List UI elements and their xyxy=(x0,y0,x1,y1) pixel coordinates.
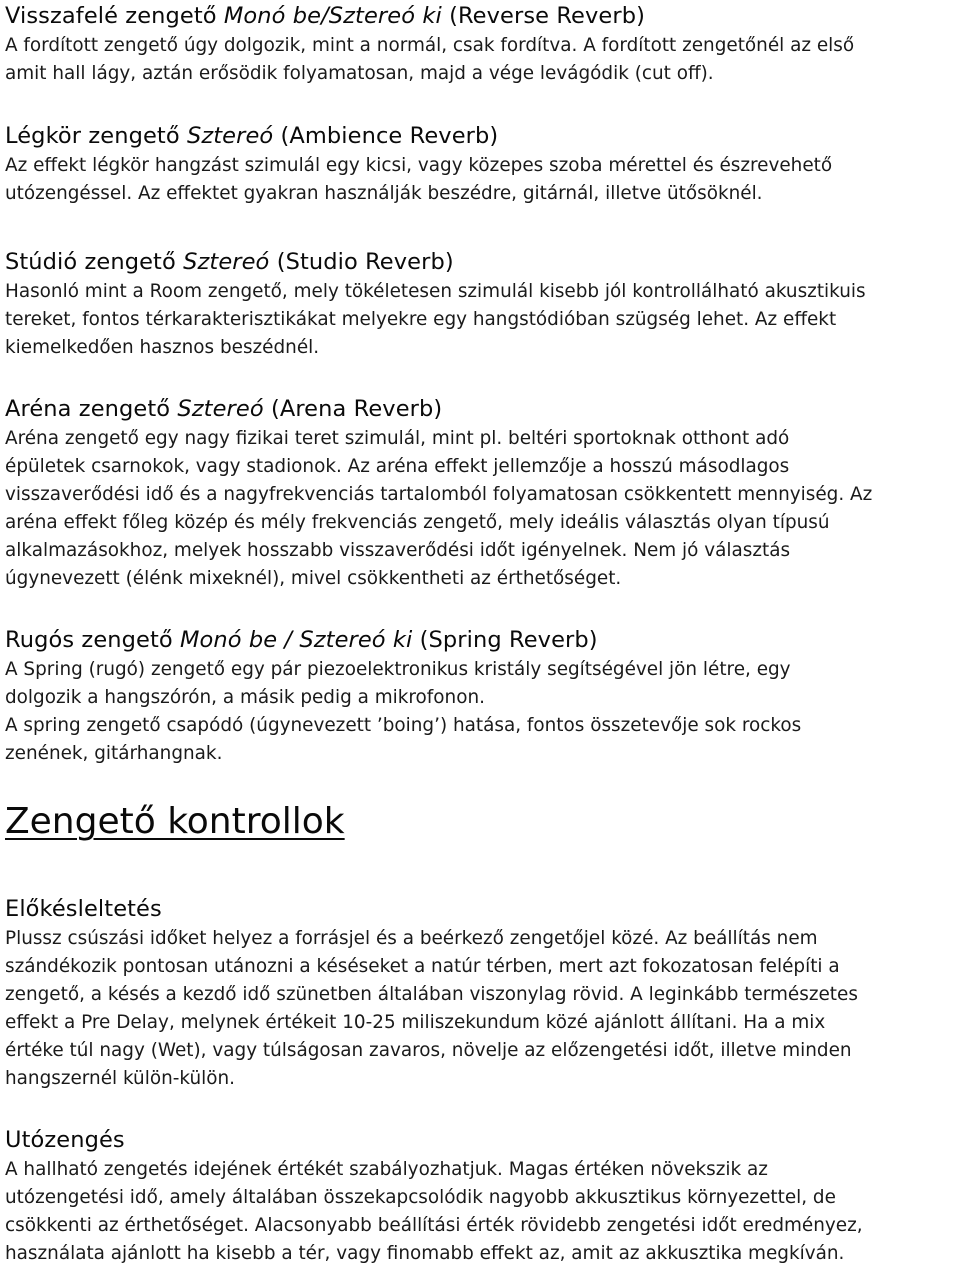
body-line: A Spring (rugó) zengető egy pár piezoelektronikus kristály segítségével jön létre, egy xyxy=(5,659,791,680)
body-line: Hasonló mint a Room zengető, mely tökéletesen szimulál kisebb jól kontrollálható akusztikuis xyxy=(5,281,866,302)
body-line: hangszernél külön-külön. xyxy=(5,1068,235,1089)
body-line: Plussz csúszási időket helyez a forrásjel és a beérkező zengetőjel közé. Az beállítás nem xyxy=(5,928,818,949)
body-line: szándékozik pontosan utánozni a késéseket a natúr térben, mert azt fokozatosan felépíti a xyxy=(5,956,840,977)
section-reverse-reverb xyxy=(5,0,952,88)
body-line: kiemelkedően hasznos beszédnél. xyxy=(5,337,320,358)
body-line: Az effekt légkör hangzást szimulál egy kicsi, vagy közepes szoba mérettel és észrevehető xyxy=(5,155,833,176)
section-arena-reverb xyxy=(5,393,952,593)
heading-title: Visszafelé zengető xyxy=(5,3,224,29)
heading-mode: Monó be/Sztereó ki xyxy=(223,3,442,29)
body-line: effekt a Pre Delay, melynek értékeit 10-25 miliszekundum közé ajánlott állítani. Ha a mix xyxy=(5,1012,826,1033)
body-line: úgynevezett (élénk mixeknél), mivel csökkentheti az érthetőséget. xyxy=(5,568,622,589)
section-spring-reverb xyxy=(5,624,952,768)
heading-mode: Monó be / Sztereó ki xyxy=(179,627,413,653)
body-line: utózengéssel. Az effektet gyakran használják beszédre, gitárnál, illetve ütősöknél. xyxy=(5,183,763,204)
heading-mode: Sztereó xyxy=(177,396,264,422)
heading-suffix: (Arena Reverb) xyxy=(263,396,443,422)
body-line: A fordított zengető úgy dolgozik, mint a normál, csak fordítva. A fordított zengetőnél az első xyxy=(5,35,855,56)
body-line: zengető, a késés a kezdő idő szünetben általában viszonylag rövid. A leginkább természetes xyxy=(5,984,858,1005)
body-line: épületek csarnokok, vagy stadionok. Az aréna effekt jellemzője a hosszú másodlagos xyxy=(5,456,790,477)
body-line: zenének, gitárhangnak. xyxy=(5,743,223,764)
section-heading xyxy=(5,624,952,656)
heading-suffix: (Studio Reverb) xyxy=(269,249,454,275)
section-ambience-reverb xyxy=(5,120,952,208)
body-line: Aréna zengető egy nagy fizikai teret szimulál, mint pl. beltéri sportoknak otthont adó xyxy=(5,428,790,449)
heading-suffix: (Ambience Reverb) xyxy=(273,123,499,149)
control-heading: Előkésleltetés xyxy=(5,896,162,922)
body-line: aréna effekt főleg közép és mély frekvenciás zengető, mely ideális választás olyan típusú xyxy=(5,512,830,533)
section-heading xyxy=(5,246,952,278)
heading-mode: Sztereó xyxy=(186,123,274,149)
section-studio-reverb xyxy=(5,246,952,362)
section-heading xyxy=(5,0,952,32)
section-heading xyxy=(5,393,952,425)
heading-suffix: (Reverse Reverb) xyxy=(441,3,645,29)
body-line: A spring zengető csapódó (úgynevezett ’boing’) hatása, fontos összetevője sok rockos xyxy=(5,715,802,736)
heading-title: Légkör zengető xyxy=(5,123,187,149)
body-line: A hallható zengetés idejének értékét szabályozhatjuk. Magas értéken növekszik az xyxy=(5,1159,768,1180)
control-heading: Utózengés xyxy=(5,1127,125,1153)
heading-suffix: (Spring Reverb) xyxy=(412,627,598,653)
body-line: amit hall lágy, aztán erősödik folyamatosan, majd a vége levágódik (cut off). xyxy=(5,63,714,84)
body-line: dolgozik a hangszórón, a másik pedig a mikrofonon. xyxy=(5,687,485,708)
section-heading xyxy=(5,120,952,152)
body-line: használata ajánlott ha kisebb a tér, vagy finomabb effekt az, amit az akkusztika megkíván. xyxy=(5,1243,845,1264)
heading-title: Stúdió zengető xyxy=(5,249,184,275)
body-line: tereket, fontos térkarakterisztikákat melyekre egy hangstódióban szügség lehet. Az effekt xyxy=(5,309,837,330)
heading-title: Aréna zengető xyxy=(5,396,178,422)
control-pre-delay xyxy=(5,893,952,1093)
heading-title: Rugós zengető xyxy=(5,627,180,653)
body-line: visszaverődési idő és a nagyfrekvenciás tartalomból folyamatosan csökkentett mennyiség. Az xyxy=(5,484,873,505)
controls-main-heading: Zengető kontrollok xyxy=(5,801,345,842)
body-line: alkalmazásokhoz, melyek hosszabb visszaverődési időt igényelnek. Nem jó választás xyxy=(5,540,791,561)
body-line: csökkenti az érthetőséget. Alacsonyabb beállítási érték rövidebb zengetési időt eredményez, xyxy=(5,1215,863,1236)
body-line: értéke túl nagy (Wet), vagy túlságosan zavaros, növelje az előzengetési időt, illetve minden xyxy=(5,1040,852,1061)
control-decay xyxy=(5,1124,952,1268)
body-line: utózengetési idő, amely általában összekapcsolódik nagyobb akkusztikus környezettel, de xyxy=(5,1187,836,1208)
heading-mode: Sztereó xyxy=(183,249,270,275)
